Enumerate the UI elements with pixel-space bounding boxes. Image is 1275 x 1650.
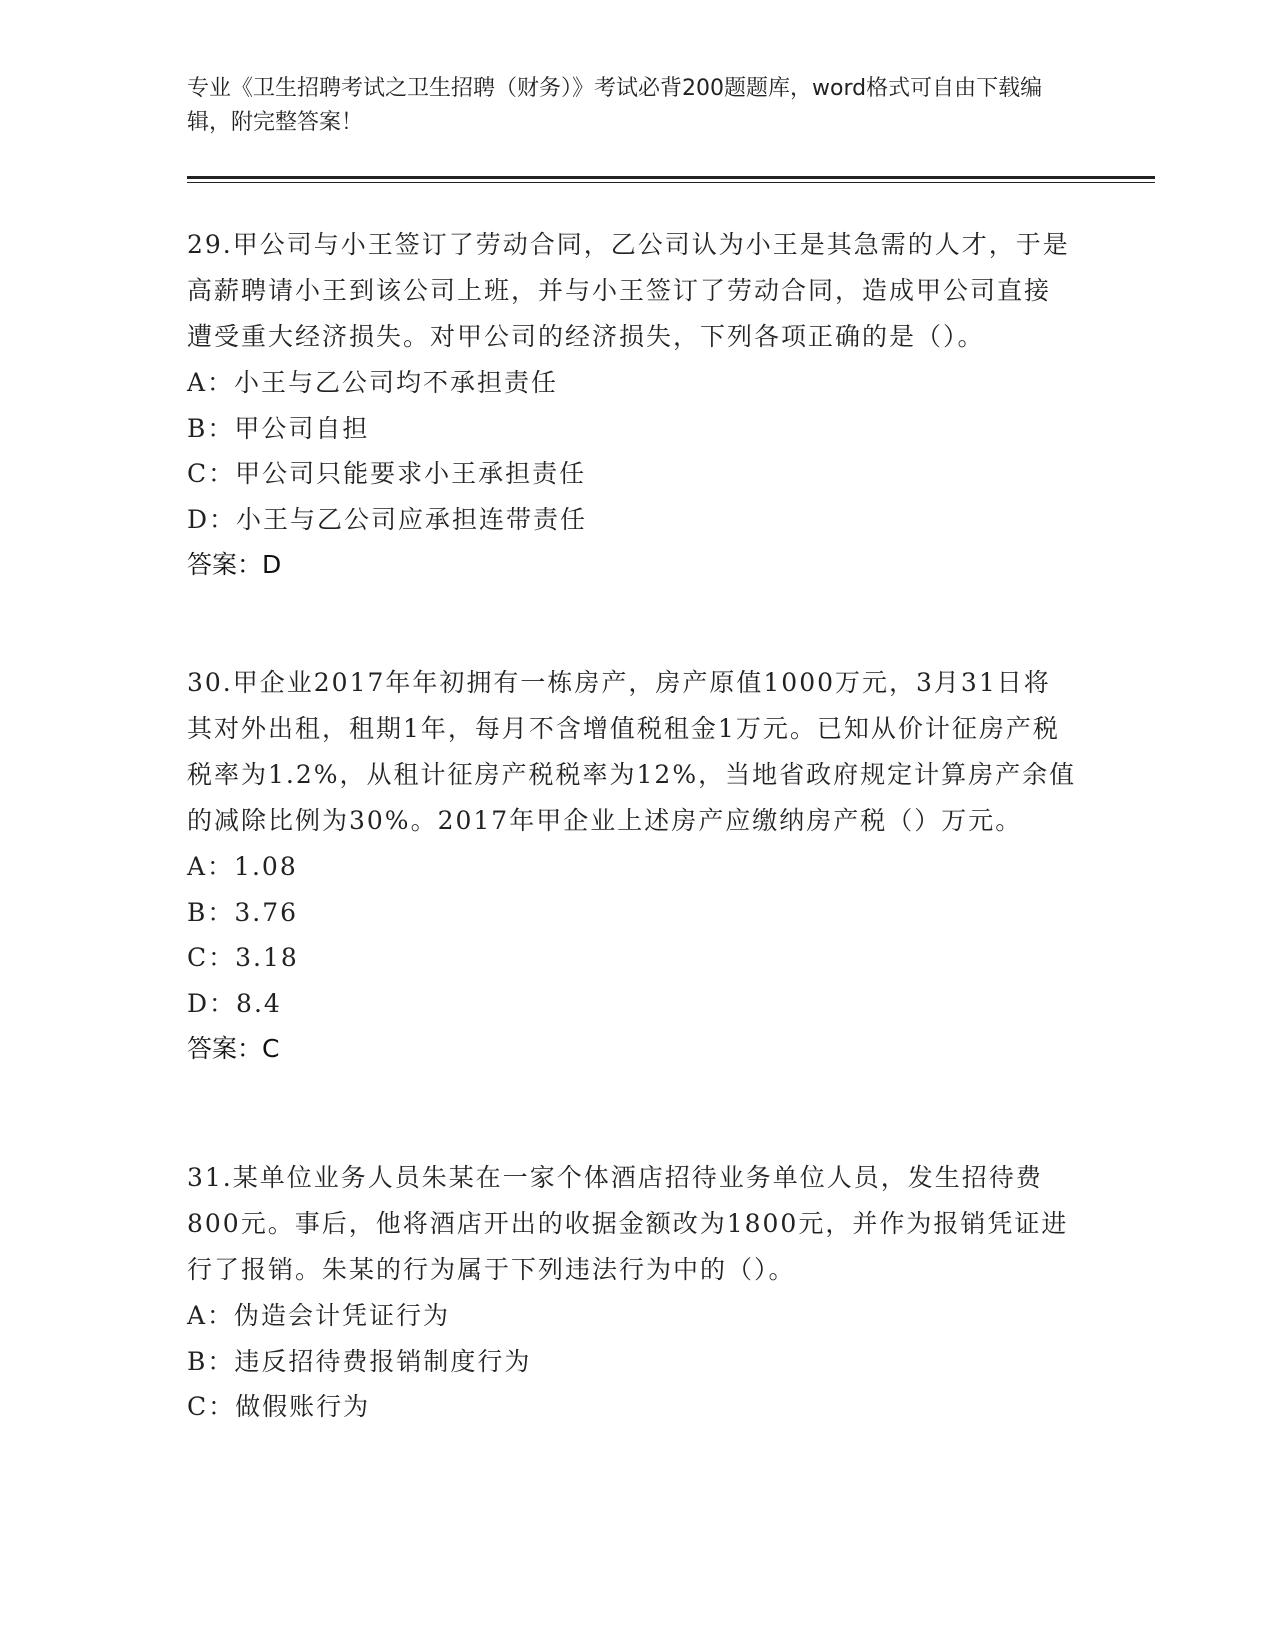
- document-header: 专业《卫生招聘考试之卫生招聘（财务）》考试必背200题题库，word格式可自由下载编辑，附完整答案！: [187, 76, 1043, 135]
- option-d: D：小王与乙公司应承担连带责任: [187, 504, 588, 534]
- question-31: [187, 1155, 1077, 1430]
- question-stem: 29.甲公司与小王签订了劳动合同，乙公司认为小王是其急需的人才，于是高薪聘请小王到该公司上班，并与小王签订了劳动合同，造成甲公司直接遭受重大经济损失。对甲公司的经济损失，下列各项正确的是（）。: [187, 230, 1070, 351]
- option-c: C：甲公司只能要求小王承担责任: [187, 459, 587, 488]
- option-c: C：做假账行为: [187, 1392, 371, 1421]
- option-b: B：3.76: [187, 897, 299, 927]
- question-29: [187, 222, 1077, 588]
- question-30: [187, 660, 1077, 1072]
- header-divider-thin: [187, 182, 1155, 183]
- option-a: A：1.08: [187, 852, 298, 881]
- answer-label: 答案：D: [187, 550, 282, 579]
- header-divider-thick: [187, 176, 1155, 179]
- answer-label: 答案：C: [187, 1034, 280, 1063]
- option-a: A：伪造会计凭证行为: [187, 1301, 451, 1330]
- question-stem: 30.甲企业2017年年初拥有一栋房产，房产原值1000万元，3月31日将其对外出租，租期1年，每月不含增值税租金1万元。已知从价计征房产税税率为1.2%，从租计征房产税税率为12%，当地省政府规定计算房产余值的减除比例为30%。2017年甲企业上述房产应缴纳房产税（）万元。: [187, 668, 1077, 835]
- option-a: A：小王与乙公司均不承担责任: [187, 368, 559, 397]
- option-c: C：3.18: [187, 943, 299, 972]
- question-stem: 31.某单位业务人员朱某在一家个体酒店招待业务单位人员，发生招待费800元。事后，他将酒店开出的收据金额改为1800元，并作为报销凭证进行了报销。朱某的行为属于下列违法行为中的（）。: [187, 1163, 1069, 1284]
- option-b: B：违反招待费报销制度行为: [187, 1346, 532, 1376]
- option-b: B：甲公司自担: [187, 413, 370, 443]
- option-d: D：8.4: [187, 988, 282, 1018]
